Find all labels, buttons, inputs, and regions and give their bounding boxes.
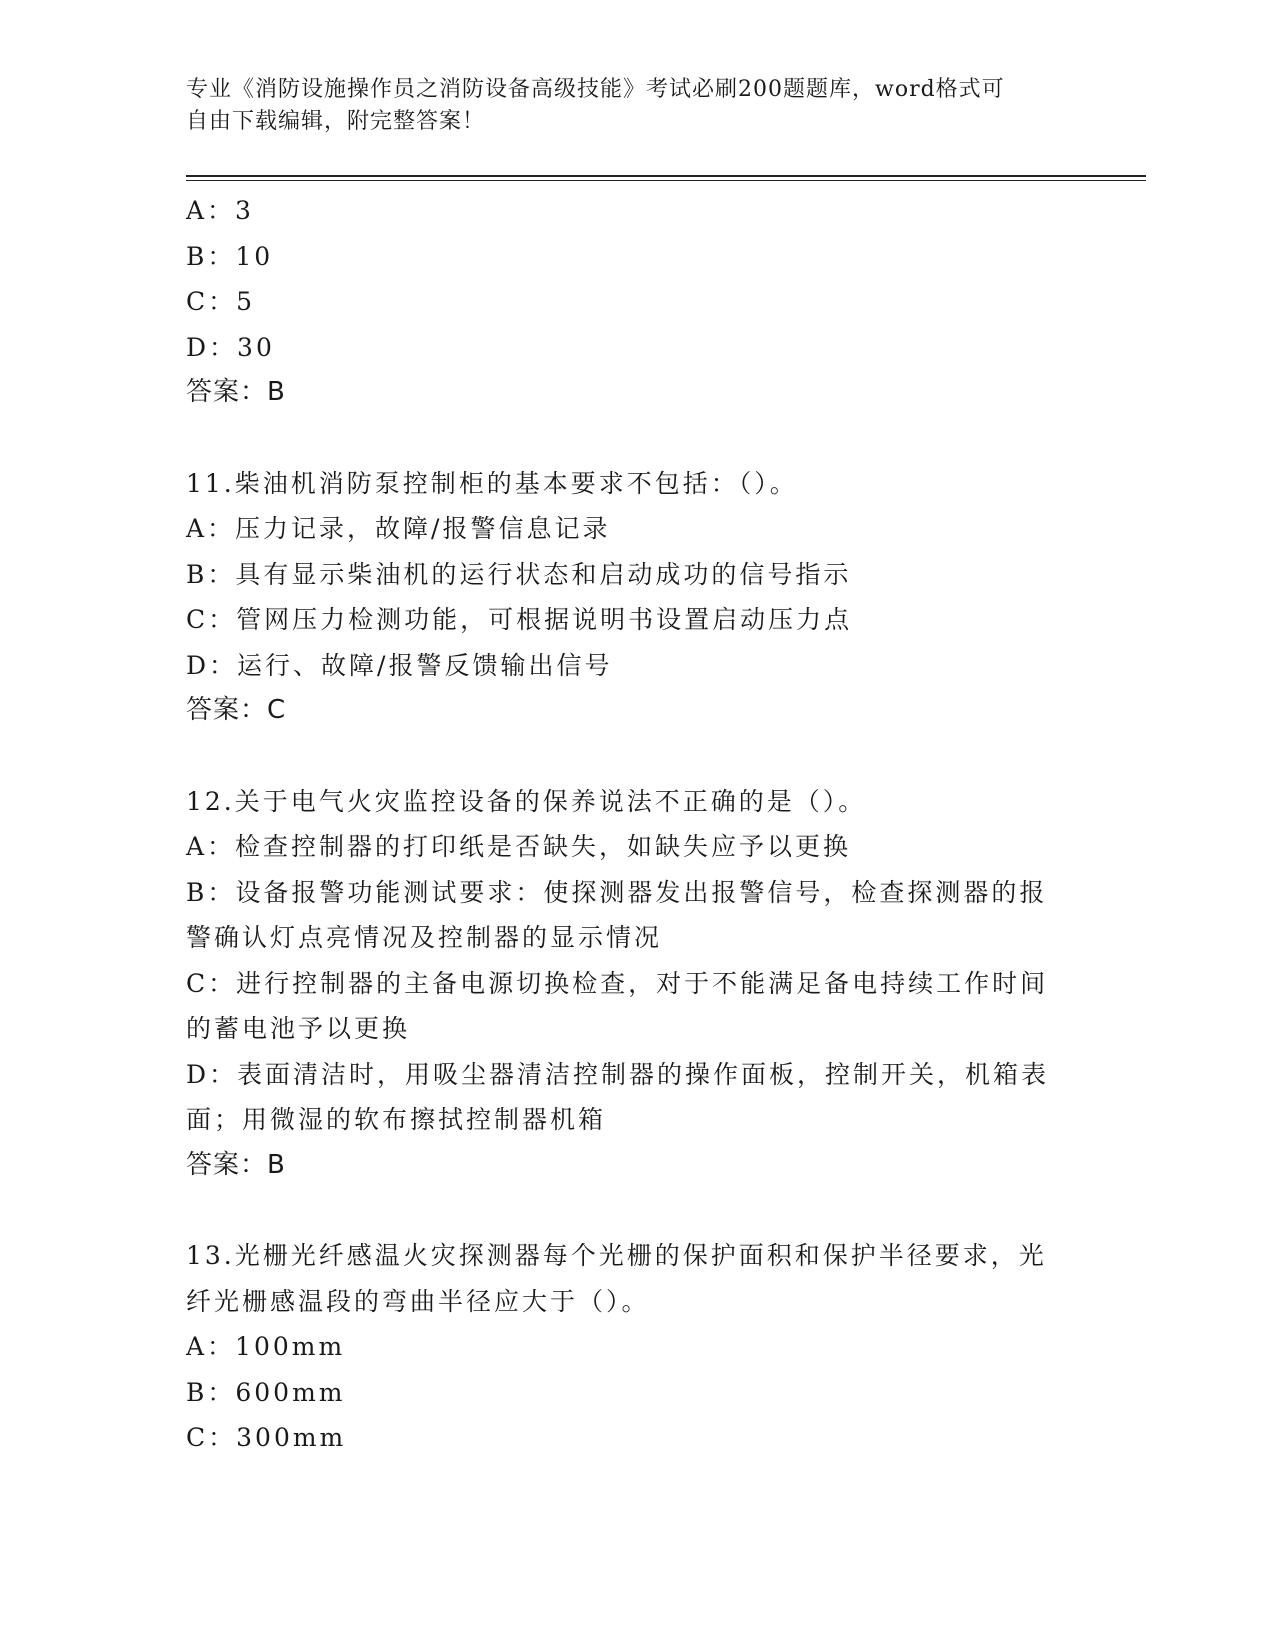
option-a: A：3 [186,196,254,225]
question-13 [186,1233,1066,1461]
option-a: A：检查控制器的打印纸是否缺失，如缺失应予以更换 [186,832,852,861]
document-header [186,74,1066,138]
option-b: B：具有显示柴油机的运行状态和启动成功的信号指示 [186,559,852,589]
answer-line: 答案：B [186,1149,286,1180]
question-spacer [186,1188,1066,1233]
header-title-line-2: 自由下载编辑，附完整答案！ [186,109,486,134]
question-12 [186,779,1066,1189]
option-a: A：压力记录，故障/报警信息记录 [186,514,611,543]
question-stem: 13.光栅光纤感温火灾探测器每个光栅的保护面积和保护半径要求，光纤光栅感温段的弯曲半径应大于（）。 [186,1241,1047,1316]
option-c: C：300mm [186,1423,347,1452]
option-d: D：30 [186,332,275,362]
question-list [186,188,1066,1461]
header-title-line-1: 专业《消防设施操作员之消防设备高级技能》考试必刷200题题库，word格式可 [186,77,1005,102]
question-spacer [186,734,1066,779]
option-b: B：设备报警功能测试要求：使探测器发出报警信号，检查探测器的报警确认灯点亮情况及控制器的显示情况 [186,877,1048,952]
question-stem: 11.柴油机消防泵控制柜的基本要求不包括：（）。 [186,468,798,498]
header-divider-thick [186,175,1146,177]
option-c: C：进行控制器的主备电源切换检查，对于不能满足备电持续工作时间的蓄电池予以更换 [186,968,1049,1043]
option-b: B：600mm [186,1377,346,1407]
option-b: B：10 [186,241,274,271]
question-10 [186,188,1066,416]
question-stem: 12.关于电气火灾监控设备的保养说法不正确的是（）。 [186,786,867,816]
question-spacer [186,416,1066,461]
answer-line: 答案：B [186,377,286,407]
answer-line: 答案：C [186,695,287,725]
option-c: C：5 [186,287,256,316]
question-11 [186,461,1066,734]
header-divider-thin [186,180,1146,181]
option-c: C：管网压力检测功能，可根据说明书设置启动压力点 [186,605,853,634]
option-d: D：运行、故障/报警反馈输出信号 [186,650,613,680]
option-d: D：表面清洁时，用吸尘器清洁控制器的操作面板，控制开关，机箱表面；用微湿的软布擦拭控制器机箱 [186,1059,1050,1134]
option-a: A：100mm [186,1332,346,1361]
